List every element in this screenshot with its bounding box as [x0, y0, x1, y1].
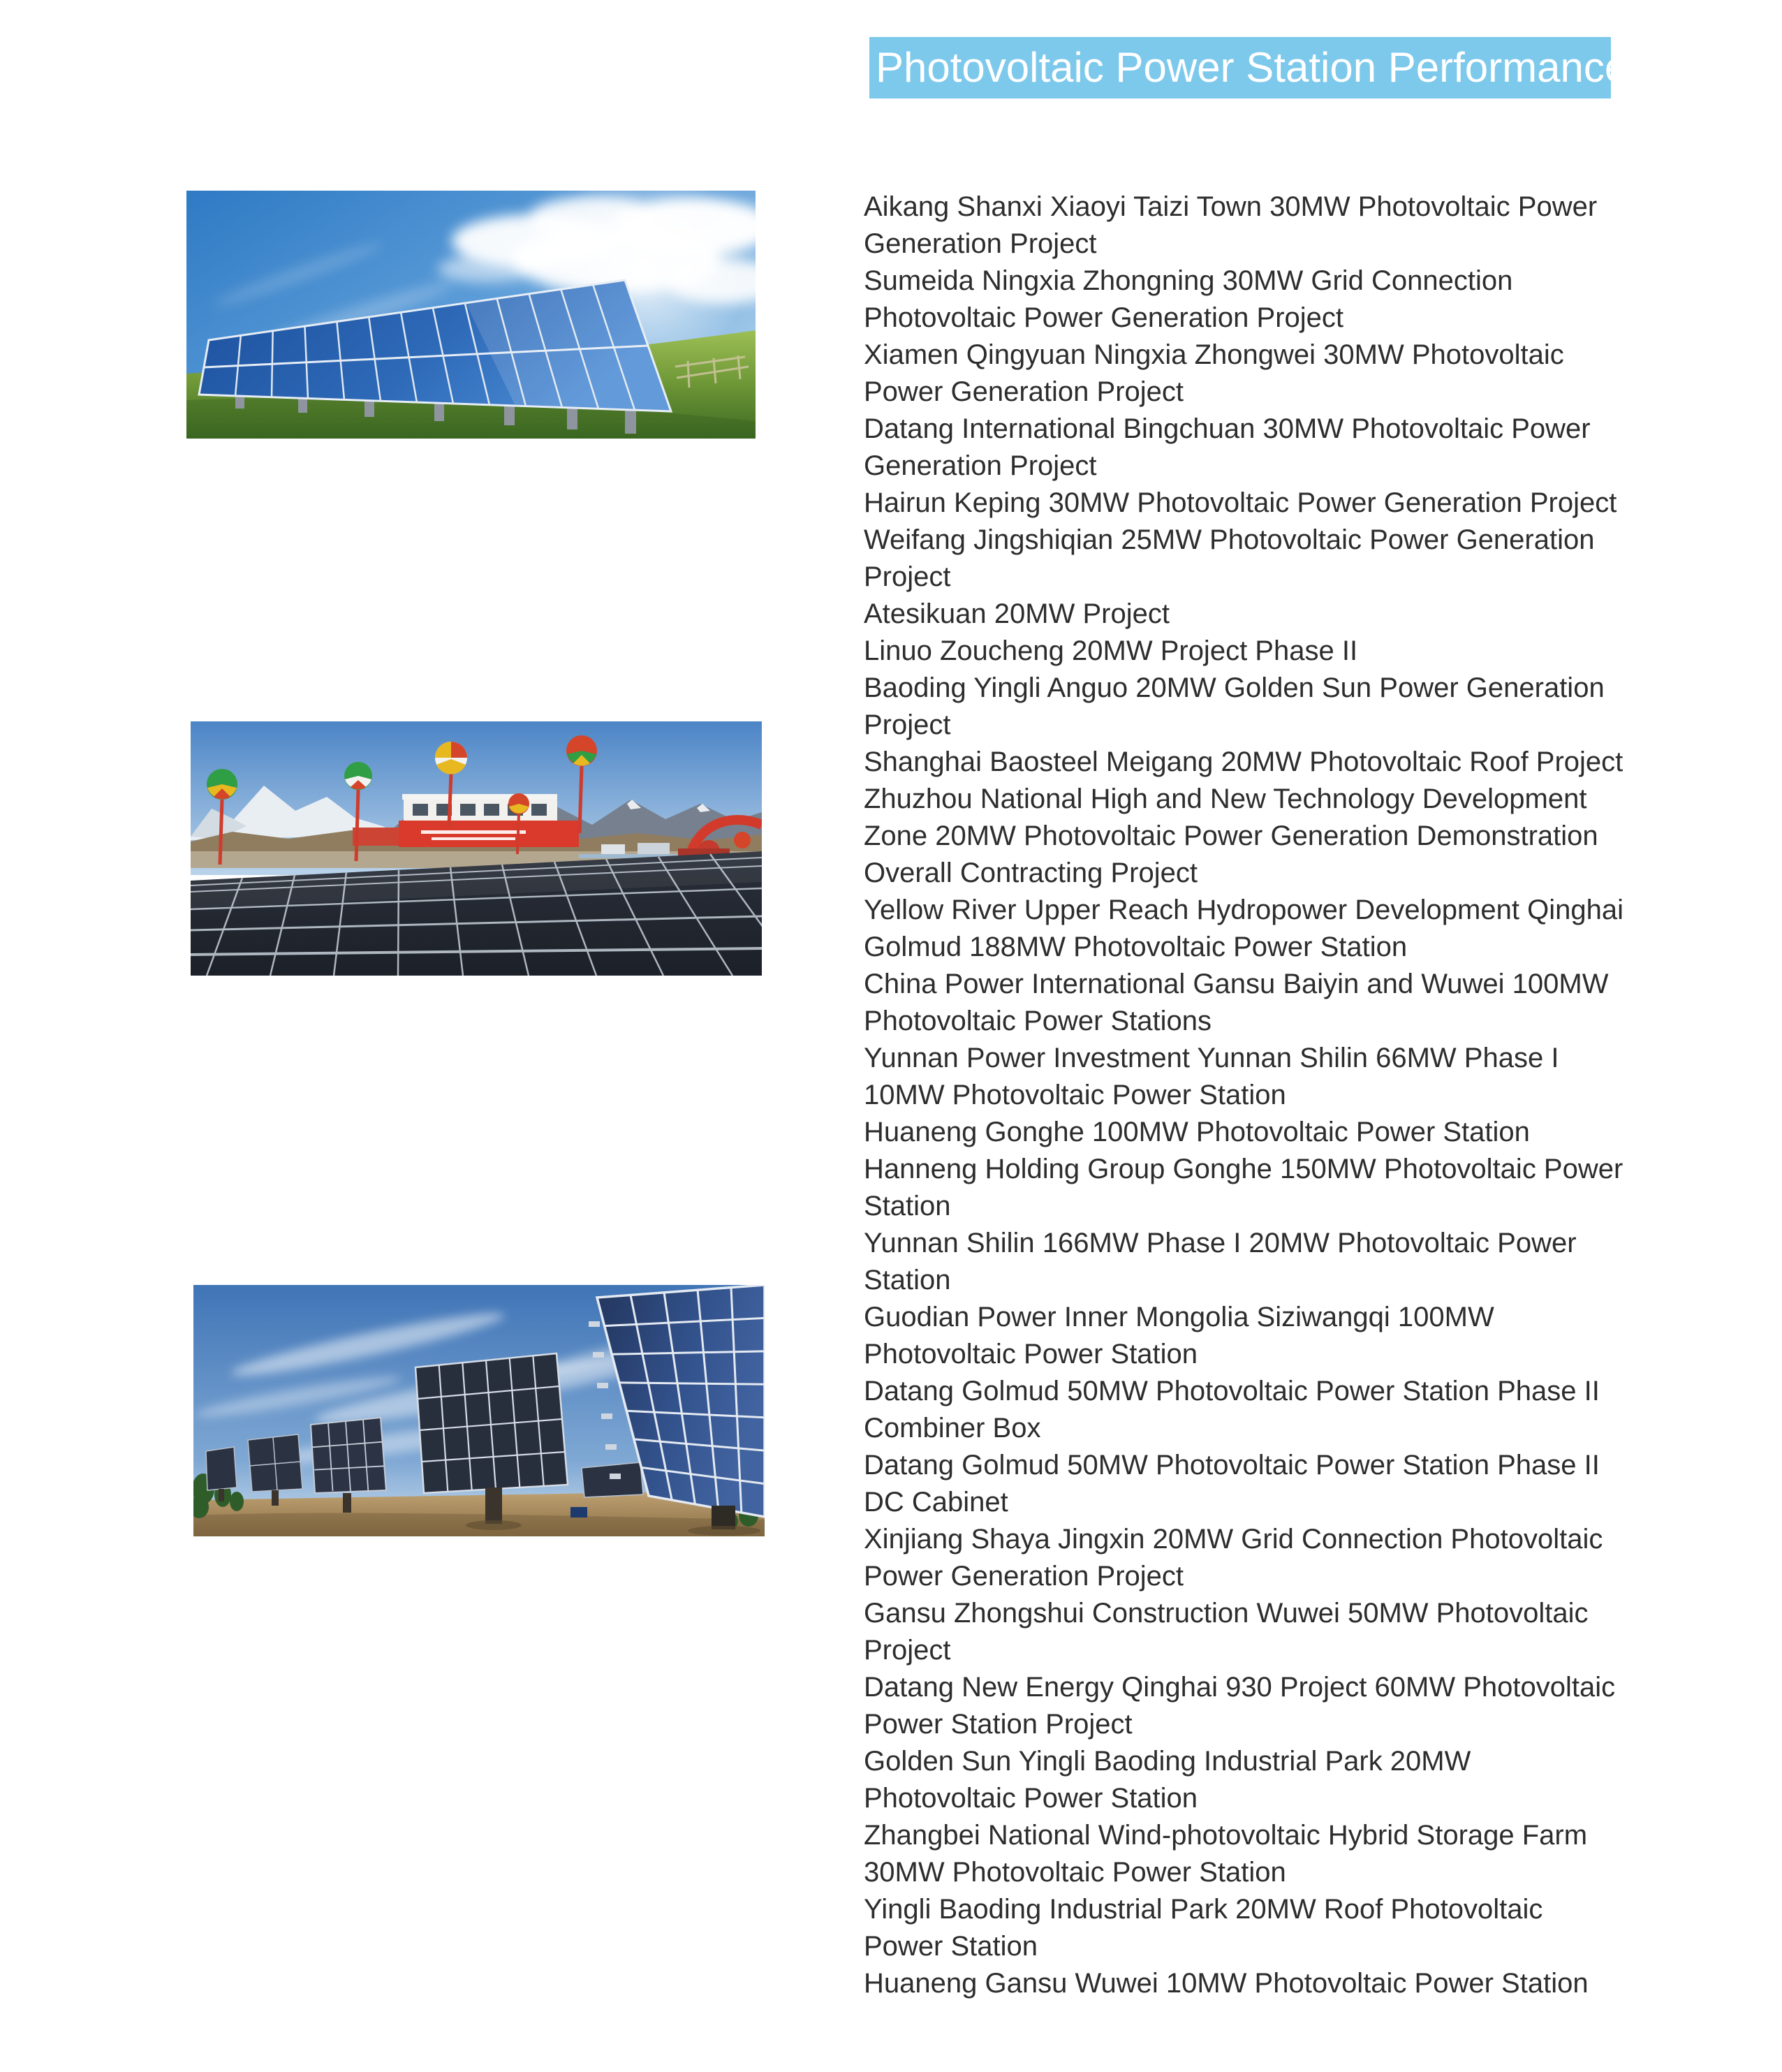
project-item: Yunnan Shilin 166MW Phase I 20MW Photovoltaic Power Station	[864, 1228, 1577, 1295]
project-item: China Power International Gansu Baiyin and Wuwei 100MW Photovoltaic Power Stations	[864, 969, 1609, 1036]
project-item: Hanneng Holding Group Gonghe 150MW Photovoltaic Power Station	[864, 1154, 1623, 1221]
solar-array-grass-illustration	[186, 191, 756, 439]
project-item: Baoding Yingli Anguo 20MW Golden Sun Power Generation Project	[864, 673, 1605, 740]
project-item: Gansu Zhongshui Construction Wuwei 50MW Photovoltaic Project	[864, 1598, 1589, 1666]
project-item: Atesikuan 20MW Project	[864, 598, 1170, 629]
project-item: Zhuzhou National High and New Technology Development Zone 20MW Photovoltaic Power Generation Demonstration Overall Contracting Project	[864, 784, 1598, 888]
project-item: Yingli Baoding Industrial Park 20MW Roof Photovoltaic Power Station	[864, 1894, 1543, 1962]
project-item: Shanghai Baosteel Meigang 20MW Photovoltaic Roof Project	[864, 747, 1623, 777]
page-title-banner	[869, 37, 1628, 98]
solar-trackers-illustration	[193, 1285, 765, 1536]
project-item: Xinjiang Shaya Jingxin 20MW Grid Connection Photovoltaic Power Generation Project	[864, 1524, 1603, 1592]
project-item: Yunnan Power Investment Yunnan Shilin 66MW Phase I 10MW Photovoltaic Power Station	[864, 1043, 1559, 1110]
project-item: Datang International Bingchuan 30MW Photovoltaic Power Generation Project	[864, 413, 1591, 481]
photo-solar-array-grass	[186, 191, 756, 439]
project-list	[864, 189, 1628, 2002]
project-item: Aikang Shanxi Xiaoyi Taizi Town 30MW Photovoltaic Power Generation Project	[864, 191, 1598, 259]
photo-solar-farm-ceremony	[191, 721, 762, 976]
project-item: Golden Sun Yingli Baoding Industrial Park 20MW Photovoltaic Power Station	[864, 1746, 1471, 1814]
project-item: Zhangbei National Wind-photovoltaic Hybrid Storage Farm 30MW Photovoltaic Power Station	[864, 1820, 1588, 1888]
project-item: Hairun Keping 30MW Photovoltaic Power Generation Project	[864, 487, 1617, 518]
project-item: Weifang Jingshiqian 25MW Photovoltaic Power Generation Project	[864, 524, 1595, 592]
project-item: Linuo Zoucheng 20MW Project Phase II	[864, 635, 1358, 666]
project-item: Sumeida Ningxia Zhongning 30MW Grid Connection Photovoltaic Power Generation Project	[864, 265, 1513, 333]
project-item: Datang Golmud 50MW Photovoltaic Power Station Phase II DC Cabinet	[864, 1450, 1600, 1518]
project-item: Yellow River Upper Reach Hydropower Development Qinghai Golmud 188MW Photovoltaic Power Station	[864, 895, 1623, 962]
solar-farm-ceremony-illustration	[191, 721, 762, 976]
project-item: Huaneng Gansu Wuwei 10MW Photovoltaic Power Station	[864, 1968, 1589, 1999]
project-item: Datang Golmud 50MW Photovoltaic Power Station Phase II Combiner Box	[864, 1376, 1600, 1443]
project-item: Datang New Energy Qinghai 930 Project 60MW Photovoltaic Power Station Project	[864, 1672, 1616, 1740]
project-item: Huaneng Gonghe 100MW Photovoltaic Power Station	[864, 1117, 1530, 1147]
photo-solar-trackers-desert	[193, 1285, 765, 1536]
page-title: Photovoltaic Power Station Performance	[876, 44, 1628, 91]
project-item: Xiamen Qingyuan Ningxia Zhongwei 30MW Photovoltaic Power Generation Project	[864, 339, 1564, 407]
project-item: Guodian Power Inner Mongolia Siziwangqi 100MW Photovoltaic Power Station	[864, 1302, 1494, 1369]
